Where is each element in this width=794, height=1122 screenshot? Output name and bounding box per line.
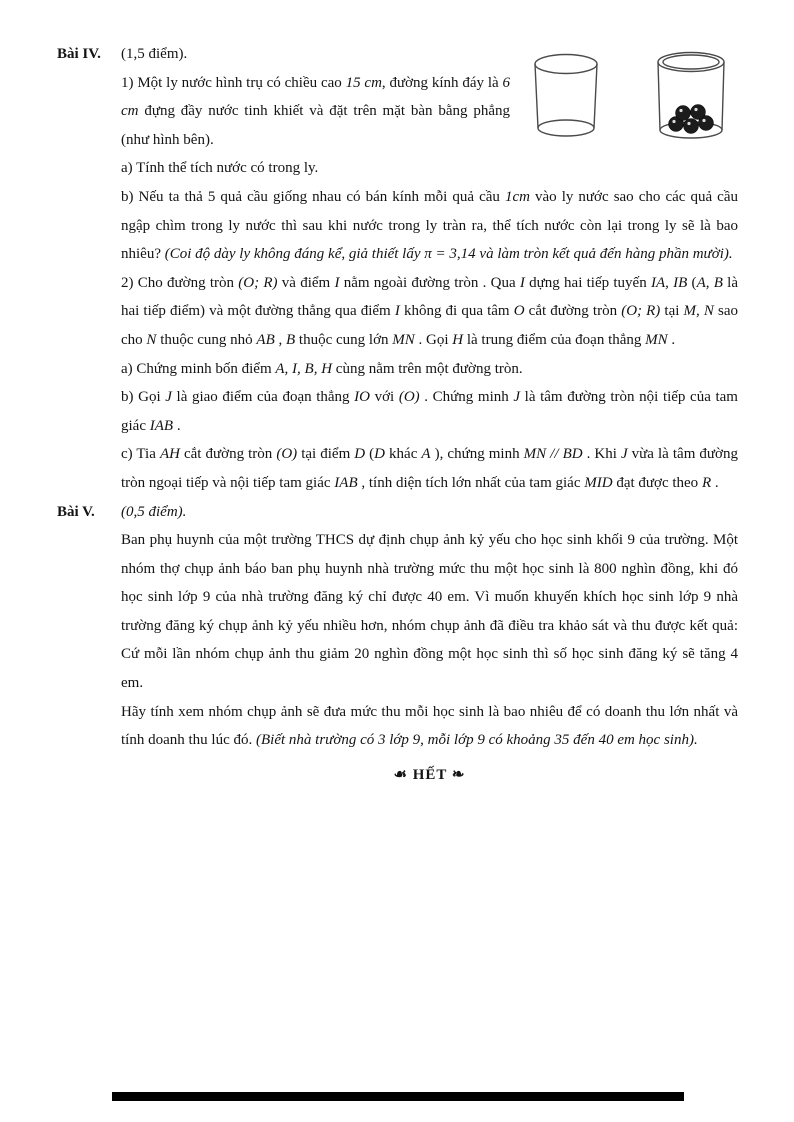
text-run: c) Tia xyxy=(121,446,160,463)
glass-with-balls-icon xyxy=(658,53,724,139)
bai-v-problem-intro xyxy=(121,526,738,698)
text-run: b) Gọi xyxy=(121,389,166,406)
math-text: I xyxy=(519,274,525,291)
text-run: dựng hai tiếp tuyến xyxy=(524,274,651,291)
math-text: I xyxy=(394,303,400,320)
text-run: (0,5 điểm). xyxy=(121,503,187,520)
math-text: (O; R) xyxy=(621,303,661,320)
math-text: A, I, B, H xyxy=(275,360,333,377)
text-run: vừa là tâm đường tròn ngoại tiếp và nội tiếp tam giác xyxy=(121,446,738,491)
math-text: IO xyxy=(354,389,370,406)
cylinder-glasses-figure xyxy=(528,50,740,146)
text-run: đựng đầy nước tinh khiết và đặt trên mặt bàn bằng phẳng (như hình bên). xyxy=(121,103,510,148)
math-text: D xyxy=(354,446,366,463)
text-run: cắt đường tròn xyxy=(179,446,277,463)
section-label: Bài IV. xyxy=(57,46,101,62)
text-run: Ban phụ huynh của một trường THCS dự định chụp ảnh kỷ yếu cho học sinh khối 9 của trường. Một nhóm thợ chụp ảnh báo ban phụ huynh nhà trường mức thu một học sinh là 800 nghìn đồng, khi đó học sinh lớp 9 của nhà trường đăng ký chỉ được 40 em. Vì muốn khuyến khích học sinh lớp 9 nhà trường đăng ký chụp ảnh kỷ yếu nhiều hơn, nhóm chụp ảnh đã điều tra khảo sát và thu được kết quả: Cứ mỗi lần nhóm chụp ảnh thu giảm 20 nghìn đồng một học sinh thì số học sinh đăng ký sẽ tăng 4 em. xyxy=(121,532,738,692)
text-run: . xyxy=(711,474,719,491)
math-text: N xyxy=(146,331,157,348)
text-run: tại điểm xyxy=(297,446,355,463)
math-text: A xyxy=(421,446,431,463)
bai-v-problem-question xyxy=(121,698,738,755)
end-label: HẾT xyxy=(412,766,448,783)
math-text: B xyxy=(286,331,296,348)
bai-iv-problem-1a xyxy=(121,154,738,183)
left-fleuron-icon: ☙ xyxy=(393,766,408,783)
math-text: MID xyxy=(584,474,613,491)
section-label: Bài V. xyxy=(57,503,95,520)
math-text: J xyxy=(165,389,172,406)
text-run: tại xyxy=(660,303,684,320)
text-run: 2) Cho đường tròn xyxy=(121,274,239,291)
document-body xyxy=(57,40,738,789)
math-text: (O; R) xyxy=(238,274,278,291)
bai-v-heading xyxy=(57,498,738,527)
text-run: . Chứng minh xyxy=(419,389,514,406)
math-text: π = 3,14 xyxy=(424,246,476,263)
text-run: vào ly nước sao cho các quả cầu ngập chìm trong ly nước thì sau khi nước trong ly tràn ra, thể tích nước còn lại trong ly sẽ là bao nhiêu? xyxy=(121,188,738,263)
math-text: H xyxy=(452,331,464,348)
paragraph-blocks xyxy=(57,40,738,755)
math-text: (O) xyxy=(398,389,420,406)
cylinders-illustration xyxy=(528,50,740,146)
text-run: cắt đường tròn xyxy=(524,303,622,320)
bai-iv-problem-2b xyxy=(121,383,738,440)
math-text: MN xyxy=(392,331,415,348)
text-run: , đường kính đáy là xyxy=(381,74,503,91)
math-text: MN // BD xyxy=(523,446,583,463)
text-run: đạt được theo xyxy=(612,474,702,491)
text-run: khác xyxy=(385,446,422,463)
math-text: I xyxy=(334,274,340,291)
math-text: J xyxy=(513,389,521,406)
text-run: . Gọi xyxy=(414,331,453,348)
math-text: D xyxy=(374,446,386,463)
math-text: IAB xyxy=(334,474,358,491)
text-run: 1) Một ly nước hình trụ có chiều cao xyxy=(121,74,346,91)
bai-iv-problem-1b xyxy=(121,183,738,269)
math-text: AH xyxy=(159,446,180,463)
text-run: Hãy tính xem nhóm chụp ảnh sẽ đưa mức thu mỗi học sinh là bao nhiêu để có doanh thu lớn nhất và tính doanh thu lúc đó. xyxy=(121,703,738,749)
text-run: không đi qua tâm xyxy=(399,303,514,320)
text-run: thuộc cung lớn xyxy=(295,331,393,348)
text-run: . xyxy=(173,417,181,434)
bai-iv-problem-2c xyxy=(121,440,738,497)
text-run: , xyxy=(274,331,286,348)
text-run: ( xyxy=(687,274,697,291)
end-of-exam-marker xyxy=(121,761,738,790)
text-run: (Biết nhà trường có 3 lớp 9, mỗi lớp 9 có khoảng 35 đến 40 em học sinh). xyxy=(256,732,698,749)
text-run: là tâm đường tròn nội tiếp của tam giác xyxy=(121,389,738,434)
text-run: a) Chứng minh bốn điểm xyxy=(121,360,276,377)
right-fleuron-icon: ❧ xyxy=(451,766,466,783)
math-text: J xyxy=(620,446,628,463)
math-text: O xyxy=(513,303,525,320)
math-text: 6 cm xyxy=(121,74,510,120)
scan-artifact-bar xyxy=(112,1092,684,1101)
math-text: AB xyxy=(256,331,275,348)
text-run: (Coi độ dày ly không đáng kể, giả thiết lấy xyxy=(164,246,425,263)
math-text: 1cm xyxy=(504,188,530,205)
math-text: M, N xyxy=(683,303,714,320)
math-text: IA, IB xyxy=(650,274,688,291)
text-run: là trung điểm của đoạn thẳng xyxy=(463,331,646,348)
math-text: IAB xyxy=(149,417,174,434)
text-run: (1,5 điểm). xyxy=(121,46,188,62)
text-run: ( xyxy=(365,446,375,463)
text-run: a) Tính thể tích nước có trong ly. xyxy=(121,160,319,177)
text-run: cùng nằm trên một đường tròn. xyxy=(332,360,523,377)
text-run: là hai tiếp điểm) và một đường thẳng qua điểm xyxy=(121,274,738,320)
text-run: thuộc cung nhỏ xyxy=(156,331,257,348)
text-run: b) Nếu ta thả 5 quả cầu giống nhau có bán kính mỗi quả cầu xyxy=(121,188,505,205)
text-run: sao cho xyxy=(121,303,738,348)
bai-iv-problem-2-intro xyxy=(121,269,738,355)
empty-glass-icon xyxy=(535,55,597,137)
text-run: nằm ngoài đường tròn . Qua xyxy=(339,274,520,291)
math-text: MN xyxy=(645,331,668,348)
math-text: 15 cm xyxy=(345,74,382,91)
math-text: A, B xyxy=(696,274,723,291)
text-run: . xyxy=(667,331,676,348)
text-run: với xyxy=(370,389,399,406)
math-text: R xyxy=(701,474,712,491)
text-run: , tính diện tích lớn nhất của tam giác xyxy=(357,474,585,491)
text-run: . Khi xyxy=(582,446,621,463)
math-text: (O) xyxy=(276,446,298,463)
text-run: và làm tròn kết quả đến hàng phần mười). xyxy=(475,246,733,263)
text-run: ), chứng minh xyxy=(430,446,524,463)
text-run: là giao điểm của đoạn thẳng xyxy=(171,389,355,406)
text-run: và điểm xyxy=(277,274,335,291)
bai-iv-problem-2a xyxy=(121,355,738,384)
